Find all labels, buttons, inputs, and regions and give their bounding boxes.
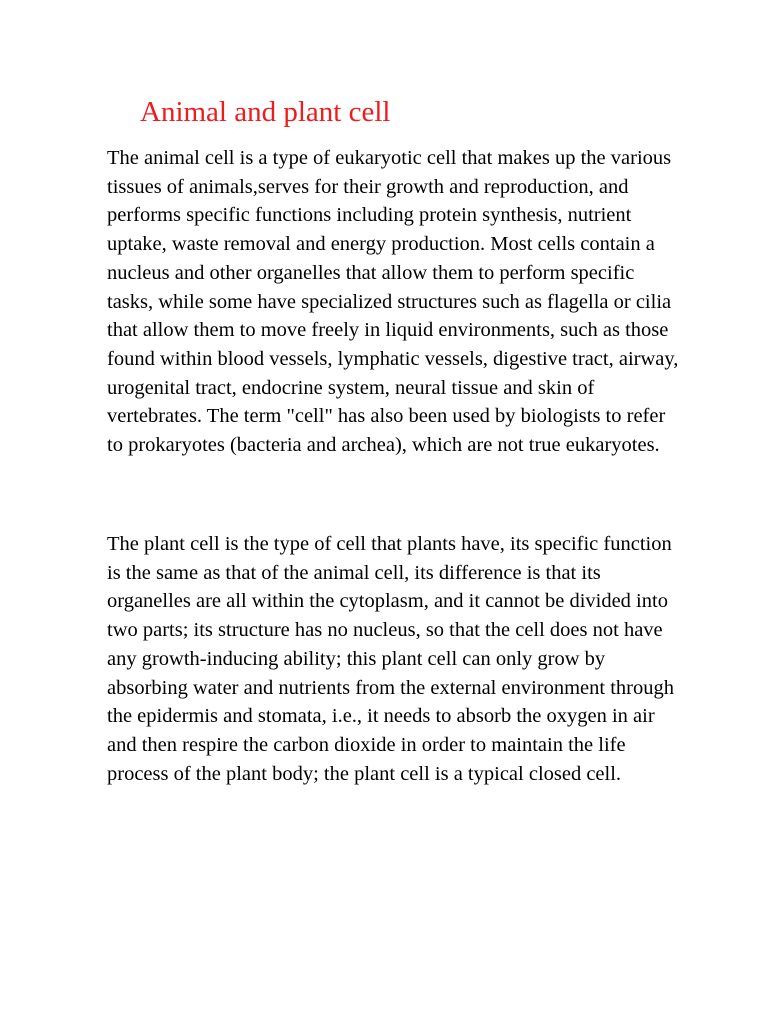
document-title: Animal and plant cell <box>140 96 391 128</box>
plant-cell-paragraph: The plant cell is the type of cell that plants have, its specific function is the same as that of the animal cell, its difference is that its organelles are all within the cytoplasm, and it cannot be divided into two parts; its structure has no nucleus, so that the cell does not have any growth-inducing ability; this plant cell can only grow by absorbing water and nutrients from the external environment through the epidermis and stomata, i.e., it needs to absorb the oxygen in air and then respire the carbon dioxide in order to maintain the life process of the plant body; the plant cell is a typical closed cell. <box>107 533 675 785</box>
animal-cell-paragraph: The animal cell is a type of eukaryotic cell that makes up the various tissues of animals,serves for their growth and reproduction, and performs specific functions including protein synthesis, nutrient uptake, waste removal and energy production. Most cells contain a nucleus and other organelles that allow them to perform specific tasks, while some have specialized structures such as flagella or cilia that allow them to move freely in liquid environments, such as those found within blood vessels, lymphatic vessels, digestive tract, airway, urogenital tract, endocrine system, neural tissue and skin of vertebrates. The term "cell" has also been used by biologists to refer to prokaryotes (bacteria and archea), which are not true eukaryotes. <box>107 147 679 457</box>
